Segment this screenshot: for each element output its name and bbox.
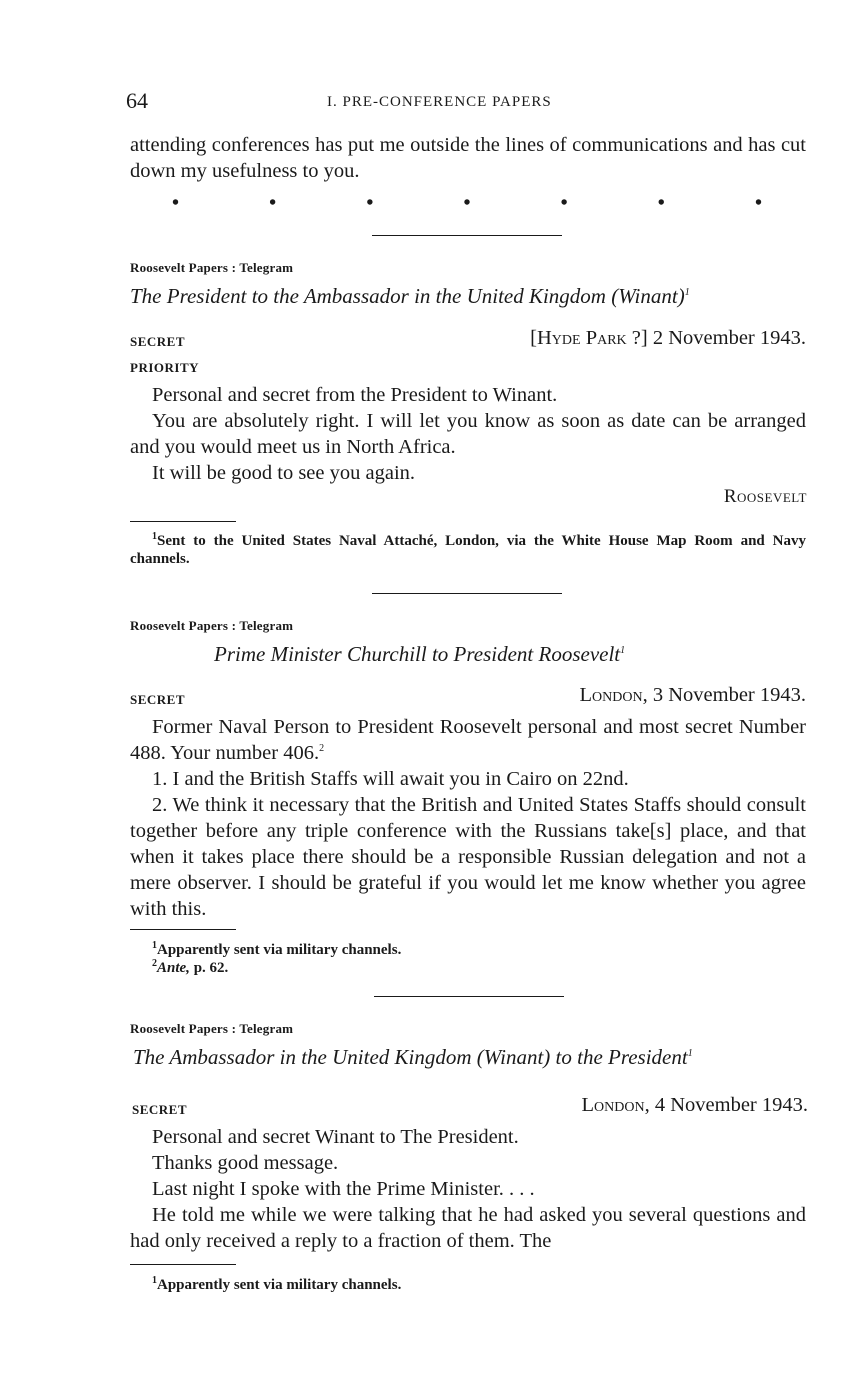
- footnote-mark: 1: [152, 1275, 157, 1286]
- footnote-rule: [130, 1264, 236, 1265]
- ellipsis-dot: •: [463, 192, 471, 214]
- doc2-paragraph: [130, 714, 806, 766]
- ellipsis-dot: •: [657, 192, 665, 214]
- doc2-dateline: [580, 684, 806, 707]
- doc3-heading: [133, 1045, 693, 1070]
- ellipsis-dot: •: [172, 192, 180, 214]
- doc1-dateline: [530, 327, 806, 350]
- doc1-paragraph: Personal and secret from the President to Winant.: [152, 384, 558, 406]
- doc2-heading-note: 1: [620, 645, 626, 656]
- ellipsis-row: [172, 192, 762, 215]
- doc1-classification: SECRET: [130, 334, 186, 349]
- doc3-source: Roosevelt Papers : Telegram: [130, 1021, 294, 1036]
- continuation-paragraph: attending conferences has put me outside the lines of communications and has cut down my usefulness to you.: [130, 134, 806, 182]
- ellipsis-dot: •: [560, 192, 568, 214]
- doc2-footnote: [130, 941, 806, 959]
- footnote-text: p. 62.: [189, 960, 229, 976]
- doc3-heading-text: The Ambassador in the United Kingdom (Winant) to the President: [133, 1045, 688, 1069]
- page-number: 64: [126, 88, 148, 113]
- doc3-date: 4 November 1943.: [654, 1094, 808, 1116]
- doc2-paragraph-note: 2: [319, 743, 325, 755]
- footnote-mark: 1: [152, 531, 157, 542]
- doc1-date: 2 November 1943.: [652, 327, 806, 349]
- doc1-footnote: [130, 532, 806, 568]
- running-head: I. PRE-CONFERENCE PAPERS: [327, 94, 552, 110]
- footnote-text: Apparently sent via military channels.: [157, 942, 402, 958]
- doc3-footnote: [130, 1276, 806, 1294]
- ellipsis-dot: •: [754, 192, 762, 214]
- doc3-paragraph: Personal and secret Winant to The President.: [152, 1126, 519, 1148]
- doc2-paragraph: 1. I and the British Staffs will await you in Cairo on 22nd.: [152, 768, 629, 790]
- footnote-mark: 2: [152, 958, 157, 969]
- doc1-heading-note: 1: [684, 287, 690, 298]
- footnote-italic: Ante,: [157, 960, 190, 976]
- doc1-source: Roosevelt Papers : Telegram: [130, 260, 294, 275]
- doc3-paragraph: Thanks good message.: [152, 1152, 339, 1174]
- doc3-paragraph: Last night I spoke with the Prime Minister. . . .: [152, 1178, 535, 1200]
- footnote-mark: 1: [152, 940, 157, 951]
- footnote-rule: [130, 521, 236, 522]
- doc2-classification: SECRET: [130, 692, 186, 707]
- doc2-footnote: [130, 959, 806, 977]
- doc3-paragraph: He told me while we were talking that he had asked you several questions and had only received a reply to a fraction of them. The: [130, 1204, 806, 1252]
- footnote-rule: [130, 929, 236, 930]
- footnote-text: Apparently sent via military channels.: [157, 1277, 402, 1293]
- doc2-paragraph-text: Former Naval Person to President Roosevelt personal and most secret Number 488. Your number 406.: [130, 716, 806, 764]
- doc1-paragraph: It will be good to see you again.: [152, 462, 416, 484]
- doc2-place: London,: [579, 684, 648, 706]
- doc2-paragraph: 2. We think it necessary that the British and United States Staffs should consult together before any triple conference with the Russians take[s] place, and that when it takes place there should be a responsible Russian delegation and not a mere observer. I should be grateful if you would let me know whether you agree with this.: [130, 794, 806, 920]
- doc1-heading: [130, 284, 690, 309]
- doc3-place: London,: [581, 1094, 650, 1116]
- doc1-paragraph: You are absolutely right. I will let you know as soon as date can be arranged and you would meet us in North Africa.: [130, 410, 806, 458]
- section-divider: [374, 996, 564, 997]
- doc3-dateline: [582, 1094, 808, 1117]
- section-divider: [372, 593, 562, 594]
- doc2-heading: [214, 642, 625, 667]
- footnote-text: Sent to the United States Naval Attaché, London, via the White House Map Room and Navy channels.: [130, 533, 806, 567]
- doc2-heading-text: Prime Minister Churchill to President Roosevelt: [214, 642, 621, 666]
- doc1-place: [Hyde Park ?]: [530, 327, 648, 349]
- doc2-date: 3 November 1943.: [652, 684, 806, 706]
- section-divider: [372, 235, 562, 236]
- ellipsis-dot: •: [269, 192, 277, 214]
- doc3-heading-note: 1: [687, 1048, 693, 1059]
- doc3-classification: SECRET: [132, 1102, 188, 1117]
- doc1-priority: PRIORITY: [130, 360, 200, 375]
- doc1-signature: Roosevelt: [723, 486, 807, 507]
- ellipsis-dot: •: [366, 192, 374, 214]
- doc1-heading-text: The President to the Ambassador in the United Kingdom (Winant): [130, 284, 685, 308]
- doc2-source: Roosevelt Papers : Telegram: [130, 618, 294, 633]
